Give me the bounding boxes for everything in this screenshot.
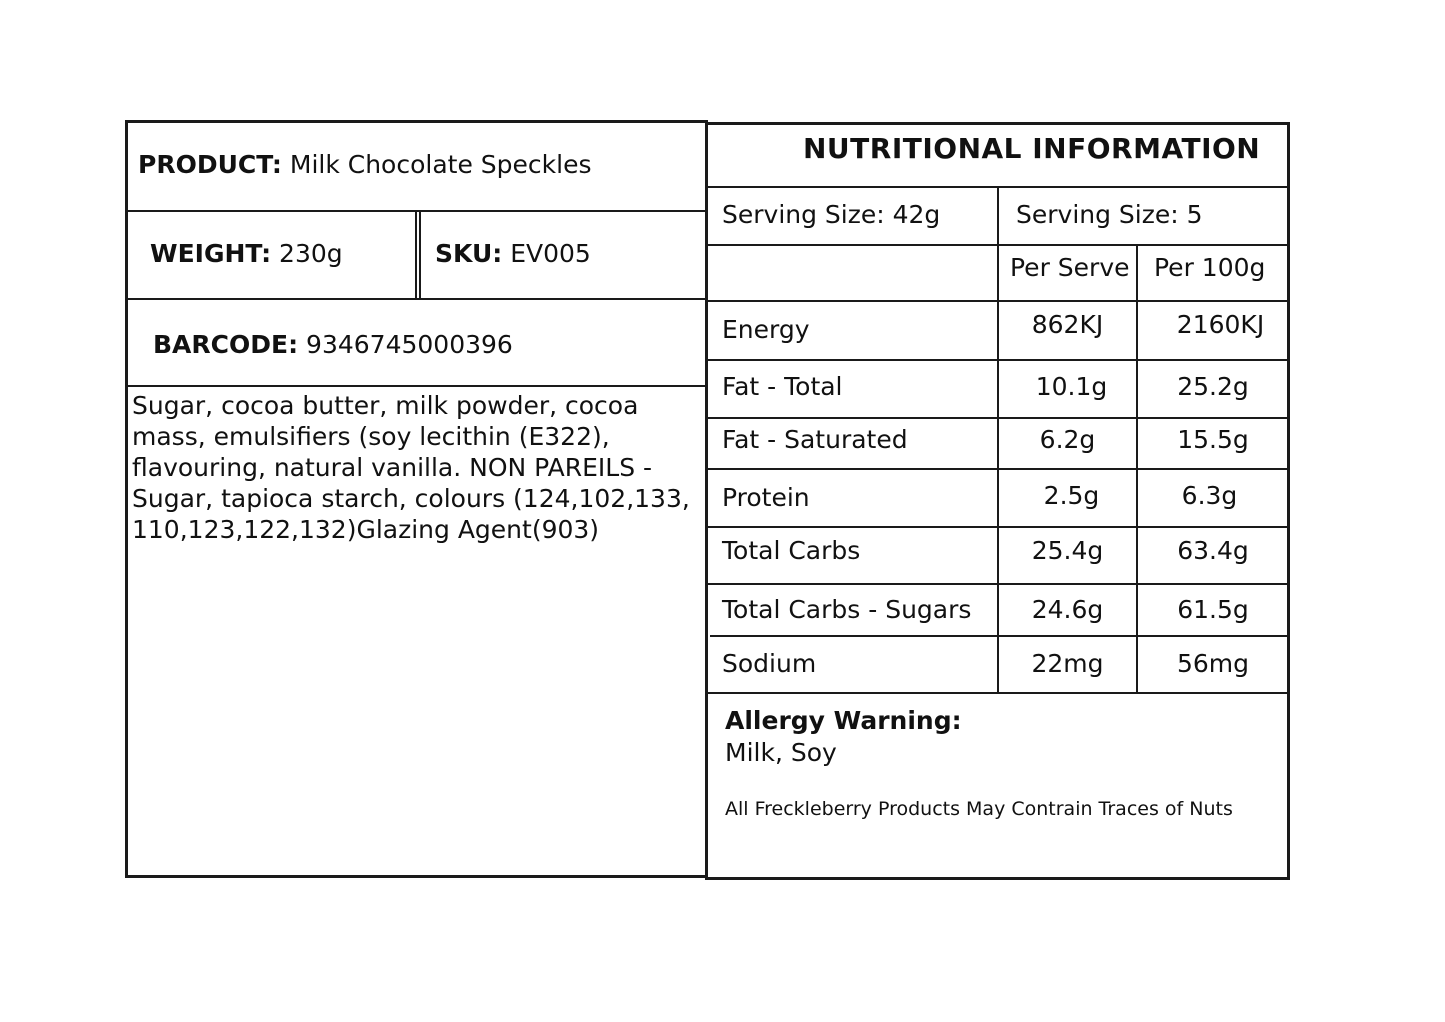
- nutrient-per-100g: 6.3g: [1181, 481, 1238, 510]
- nutrient-per-serve: 24.6g: [1031, 595, 1104, 624]
- col-header-per-serve: Per Serve: [1010, 253, 1130, 282]
- nutrient-per-100g: 2160KJ: [1176, 310, 1265, 339]
- weight-field: [150, 241, 343, 266]
- nutrient-name: Fat - Total: [722, 372, 843, 401]
- col-header-per-100g: Per 100g: [1154, 253, 1266, 282]
- nutrient-name: Protein: [722, 483, 810, 512]
- nutrient-name: Total Carbs: [722, 536, 861, 565]
- ingredients-text: Sugar, cocoa butter, milk powder, cocoa mass, emulsifiers (soy lecithin (E322), flavouring, natural vanilla. NON PAREILS - Sugar, tapioca starch, colours (124,102,133, 110,123,122,132)Glazing Agent(903): [132, 391, 690, 544]
- nutrient-per-100g: 63.4g: [1177, 536, 1249, 565]
- product-name-field: [138, 152, 592, 177]
- nutrient-per-serve: 6.2g: [1039, 425, 1096, 454]
- divider-product: [127, 210, 707, 212]
- nutrient-per-serve: 862KJ: [1031, 310, 1104, 339]
- nut-traces-note: All Freckleberry Products May Contrain Traces of Nuts: [725, 798, 1233, 820]
- product-key: PRODUCT:: [138, 150, 282, 179]
- nutrient-per-serve: 25.4g: [1031, 536, 1104, 565]
- allergy-title: Allergy Warning:: [725, 706, 962, 735]
- allergy-items: Milk, Soy: [725, 738, 837, 767]
- divider-row-6: [710, 635, 1290, 637]
- divider-weight-sku: [415, 210, 417, 299]
- nutrient-per-100g: 56mg: [1176, 649, 1250, 678]
- nutrient-per-serve: 2.5g: [1043, 481, 1100, 510]
- weight-key: WEIGHT:: [150, 239, 272, 268]
- nutrient-name: Fat - Saturated: [722, 425, 908, 454]
- divider-col-1: [997, 186, 999, 693]
- product-value: Milk Chocolate Speckles: [289, 150, 592, 179]
- divider-weight-sku-2: [419, 210, 421, 299]
- nutrient-per-serve: 22mg: [1031, 649, 1104, 678]
- divider-barcode: [127, 385, 707, 387]
- nutrition-title: NUTRITIONAL INFORMATION: [803, 132, 1261, 165]
- barcode-key: BARCODE:: [153, 330, 299, 359]
- servings-per-pack: Serving Size: 5: [1016, 200, 1203, 229]
- divider-weight: [127, 298, 707, 300]
- nutrient-name: Total Carbs - Sugars: [722, 595, 972, 624]
- sku-value: EV005: [510, 239, 591, 268]
- sku-field: [435, 241, 591, 266]
- barcode-value: 9346745000396: [306, 330, 513, 359]
- sku-key: SKU:: [435, 239, 503, 268]
- serving-size: Serving Size: 42g: [722, 200, 941, 229]
- nutrient-per-100g: 25.2g: [1177, 372, 1249, 401]
- weight-value: 230g: [279, 239, 343, 268]
- nutrient-name: Energy: [722, 315, 810, 344]
- nutrient-per-serve: 10.1g: [1035, 372, 1108, 401]
- nutrient-per-100g: 61.5g: [1177, 595, 1249, 624]
- nutrient-per-100g: 15.5g: [1177, 425, 1249, 454]
- product-label: [125, 120, 1290, 878]
- divider-col-2: [1136, 244, 1138, 693]
- barcode-field: [153, 332, 513, 357]
- nutrient-name: Sodium: [722, 649, 817, 678]
